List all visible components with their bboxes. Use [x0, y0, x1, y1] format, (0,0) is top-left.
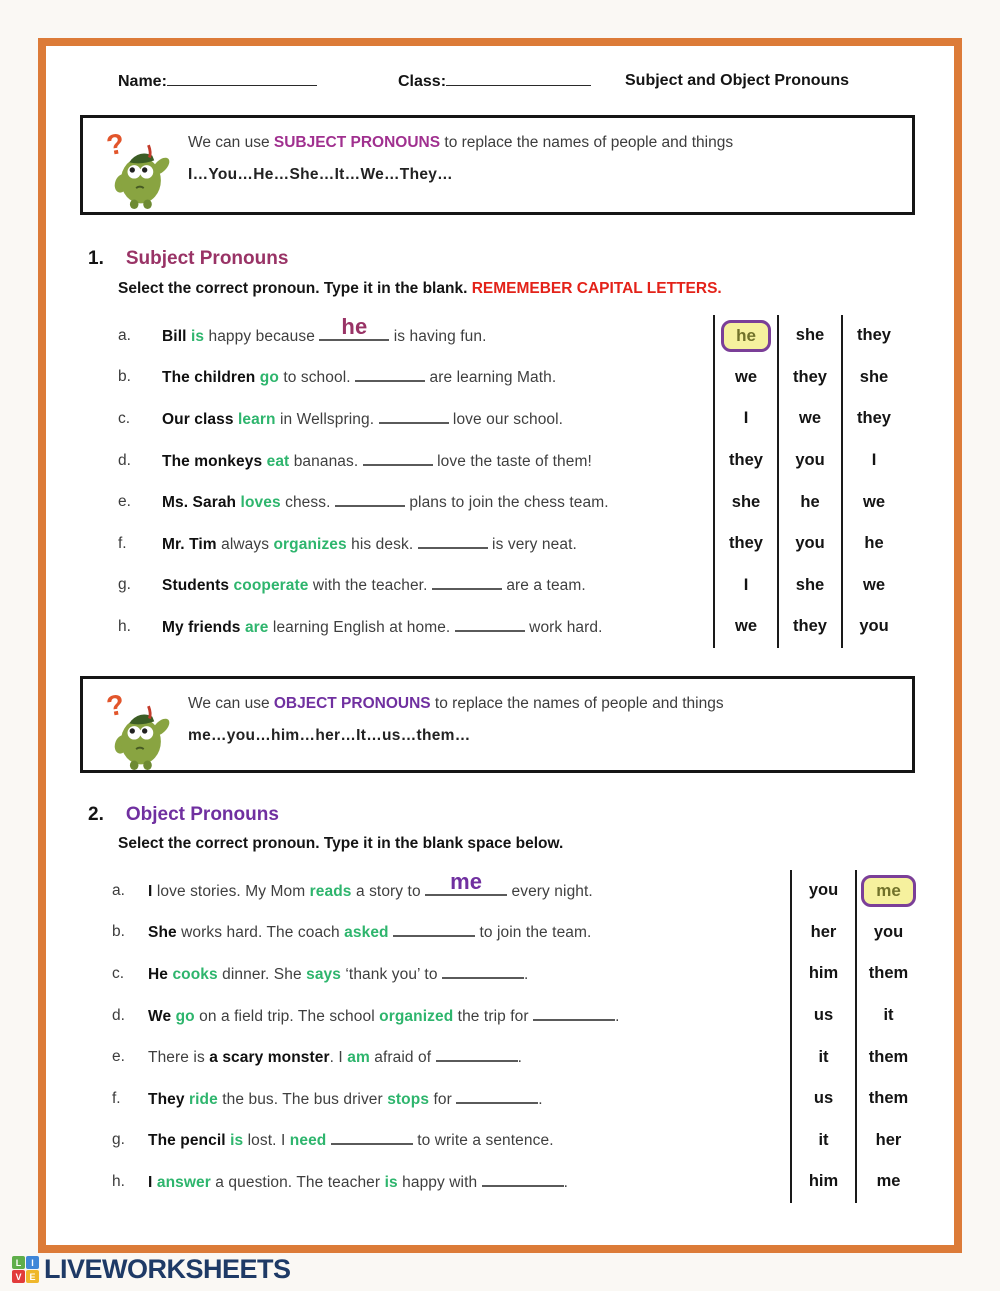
row-letter: c.	[112, 964, 125, 982]
pronoun-option-cell	[777, 315, 841, 357]
sentence-text	[162, 367, 556, 387]
pronoun-option-cell	[841, 315, 905, 357]
sentence-row	[112, 1161, 772, 1203]
sentence-segment: the trip for	[453, 1007, 534, 1025]
section-number: 1.	[88, 248, 104, 269]
typed-answer: he	[341, 313, 368, 339]
question-character-icon	[103, 128, 173, 210]
sentence-segment: go	[175, 1007, 195, 1025]
pronoun-option-cell	[790, 870, 855, 912]
subject-pronouns-info-box	[80, 115, 915, 215]
pronoun-option[interactable]: he	[800, 492, 820, 511]
sentence-segment: cooperate	[233, 577, 309, 595]
answer-blank[interactable]	[442, 964, 524, 979]
sentence-segment: . I	[329, 1049, 348, 1067]
sentence-segment: dinner. She	[217, 965, 307, 983]
sentence-segment: his desk.	[346, 535, 418, 553]
answer-blank[interactable]	[425, 868, 507, 896]
sentence-row	[112, 1120, 772, 1162]
pronoun-option[interactable]: they	[729, 534, 763, 553]
sentence-row	[118, 398, 698, 440]
sentence-row	[118, 440, 698, 482]
sentence-segment: Ms. Sarah	[162, 494, 237, 512]
pronoun-option-cell	[790, 995, 855, 1037]
sentence-text	[162, 617, 603, 637]
section-1-heading	[88, 248, 288, 270]
row-letter: b.	[118, 368, 131, 386]
sentence-row	[118, 606, 698, 648]
sentence-row	[112, 1078, 772, 1120]
answer-blank[interactable]	[355, 367, 425, 382]
sentence-segment: ride	[189, 1090, 218, 1108]
object-pronoun-list: me…you…him…her…It…us…them…	[188, 727, 471, 744]
section-2-heading	[88, 804, 279, 826]
section-title: Object Pronouns	[125, 804, 279, 825]
sentence-segment: answer	[156, 1173, 211, 1191]
question-character-icon	[103, 689, 173, 771]
pronoun-option-cell	[790, 912, 855, 954]
answer-blank[interactable]	[432, 575, 502, 590]
class-blank-line[interactable]	[446, 72, 591, 86]
sentence-segment: is having fun.	[389, 327, 487, 345]
section-2-instruction: Select the correct pronoun. Type it in the blank space below.	[118, 835, 564, 852]
sentence-segment: love the taste of them!	[432, 452, 592, 470]
row-letter: h.	[112, 1172, 125, 1190]
pronoun-option-cell	[790, 1036, 855, 1078]
pronoun-option-cell	[713, 315, 777, 357]
pronoun-option[interactable]: she	[731, 492, 761, 511]
sentence-segment: Students	[162, 577, 230, 595]
logo-square-i: I	[26, 1256, 39, 1269]
sentence-segment: afraid of	[369, 1049, 436, 1067]
pronoun-option[interactable]: we	[734, 617, 757, 636]
pronoun-option[interactable]: I	[871, 451, 877, 470]
pronoun-option[interactable]: he	[721, 320, 771, 352]
answer-blank[interactable]	[455, 617, 525, 632]
sentence-text	[148, 1130, 554, 1150]
info-sentence: We can use SUBJECT PRONOUNS to replace the names of people and things	[188, 134, 734, 151]
subject-pronoun-list: I…You…He…She…It…We…They…	[188, 166, 453, 183]
sentence-segment: The pencil	[148, 1132, 226, 1150]
sentence-segment: for	[429, 1090, 457, 1108]
sentence-segment: are a team.	[501, 577, 586, 595]
row-letter: f.	[118, 534, 127, 552]
sentence-segment: lost. I	[243, 1132, 290, 1150]
sentence-segment: every night.	[507, 882, 593, 900]
pronoun-option-cell	[790, 1161, 855, 1203]
name-label: Name:	[118, 73, 167, 90]
pronoun-option-cell	[777, 440, 841, 482]
pronoun-option[interactable]: her	[810, 922, 837, 941]
pronoun-option-cell	[713, 606, 777, 648]
logo-square-e: E	[26, 1270, 39, 1283]
pronoun-option-cell	[855, 1036, 920, 1078]
pronoun-option-cell	[777, 606, 841, 648]
sentence-segment: a question. The teacher	[210, 1173, 385, 1191]
pronoun-option-cell	[777, 357, 841, 399]
row-letter: g.	[118, 576, 131, 594]
class-field	[398, 72, 591, 91]
pronoun-option-cell	[713, 398, 777, 440]
info-sentence: We can use OBJECT PRONOUNS to replace the names of people and things	[188, 695, 724, 712]
answer-blank[interactable]	[363, 451, 433, 466]
sentence-segment: on a field trip. The school	[194, 1007, 380, 1025]
sentence-text	[148, 1006, 619, 1026]
subject-pronouns-highlight: SUBJECT PRONOUNS	[273, 134, 441, 151]
sentence-segment: to write a sentence.	[412, 1132, 554, 1150]
sentence-segment: love our school.	[448, 410, 564, 428]
pronoun-option[interactable]: us	[813, 1089, 834, 1108]
section-title: Subject Pronouns	[125, 248, 289, 269]
pronoun-option[interactable]: him	[808, 964, 839, 983]
pronoun-option-cell	[855, 995, 920, 1037]
pronoun-option-cell	[777, 481, 841, 523]
sentence-segment: ‘thank you’ to	[340, 965, 442, 983]
sentence-segment: .	[523, 965, 529, 983]
pronoun-option-cell	[777, 398, 841, 440]
pronoun-option[interactable]: me	[861, 875, 916, 907]
answer-blank[interactable]	[533, 1006, 615, 1021]
pronoun-option[interactable]: us	[813, 1006, 834, 1025]
pronoun-option[interactable]: me	[876, 1172, 901, 1191]
pronoun-option[interactable]: her	[875, 1130, 902, 1149]
sentence-segment: to join the team.	[475, 924, 592, 942]
sentence-segment: happy with	[397, 1173, 482, 1191]
pronoun-option[interactable]: him	[808, 1172, 839, 1191]
name-blank-line[interactable]	[167, 72, 317, 86]
sentence-segment: asked	[344, 924, 389, 942]
sentence-segment: We	[148, 1007, 172, 1025]
pronoun-option-cell	[841, 357, 905, 399]
pronoun-option-cell	[855, 1120, 920, 1162]
pronoun-option[interactable]: we	[798, 409, 821, 428]
answer-blank[interactable]	[335, 492, 405, 507]
sentence-segment: chess.	[280, 494, 335, 512]
sentence-segment: cooks	[172, 965, 218, 983]
pronoun-option[interactable]: them	[868, 1089, 909, 1108]
answer-blank[interactable]	[331, 1130, 413, 1145]
sentence-segment: There is	[148, 1049, 210, 1067]
sentence-segment: happy because	[204, 327, 320, 345]
sentence-segment: The children	[162, 369, 256, 387]
sentence-segment: with the teacher.	[308, 577, 432, 595]
sentence-segment: is very neat.	[487, 535, 577, 553]
sentence-text	[148, 1089, 543, 1109]
pronoun-option-cell	[777, 565, 841, 607]
sentence-text	[162, 313, 487, 346]
sentence-segment: I	[148, 882, 153, 900]
sentence-row	[118, 315, 698, 357]
pronoun-option[interactable]: it	[818, 1047, 829, 1066]
pronoun-option[interactable]: you	[795, 451, 825, 470]
sentence-text	[162, 409, 563, 429]
sentence-text	[162, 492, 609, 512]
sentence-segment: a scary monster	[209, 1049, 330, 1067]
pronoun-option-cell	[841, 565, 905, 607]
pronoun-option-cell	[841, 523, 905, 565]
sentence-row	[112, 953, 772, 995]
sentence-segment: They	[148, 1090, 185, 1108]
object-pronouns-info-box	[80, 676, 915, 773]
pronoun-option-cell	[777, 523, 841, 565]
pronoun-option-cell	[713, 357, 777, 399]
sentence-segment: need	[289, 1132, 327, 1150]
answer-blank[interactable]	[393, 922, 475, 937]
sentence-row	[112, 912, 772, 954]
sentence-segment: .	[563, 1173, 569, 1191]
section-number: 2.	[88, 804, 104, 825]
row-letter: a.	[112, 881, 125, 899]
sentence-segment: says	[306, 965, 341, 983]
sentence-segment: love stories. My Mom	[152, 882, 310, 900]
sentence-segment: stops	[387, 1090, 430, 1108]
pronoun-option[interactable]: they	[793, 367, 827, 386]
pronoun-option[interactable]: you	[808, 881, 839, 900]
pronoun-option[interactable]: we	[734, 367, 757, 386]
name-field	[118, 72, 317, 91]
sentence-row	[112, 870, 772, 912]
row-letter: a.	[118, 326, 131, 344]
sentence-segment: The monkeys	[162, 452, 263, 470]
capital-letters-warning: REMEMEBER CAPITAL LETTERS.	[471, 280, 722, 297]
row-letter: e.	[118, 493, 131, 511]
logo-square-v: V	[12, 1270, 25, 1283]
sentence-segment: are	[244, 618, 269, 636]
sentence-text	[162, 575, 586, 595]
row-letter: f.	[112, 1089, 121, 1107]
pronoun-option-cell	[855, 1078, 920, 1120]
pronoun-option[interactable]: I	[743, 409, 749, 428]
sentence-text	[148, 922, 591, 942]
row-letter: c.	[118, 409, 131, 427]
pronoun-option-cell	[855, 953, 920, 995]
answer-blank[interactable]	[456, 1089, 538, 1104]
sentence-segment: loves	[240, 494, 281, 512]
liveworksheets-footer	[12, 1254, 291, 1285]
sentence-segment: I	[148, 1173, 153, 1191]
pronoun-option-cell	[790, 953, 855, 995]
sentence-row	[118, 357, 698, 399]
answer-blank[interactable]	[319, 313, 389, 341]
svg-text:?: ?	[104, 689, 127, 724]
pronoun-option[interactable]: you	[859, 617, 889, 636]
object-pronouns-exercise	[112, 870, 772, 1203]
sentence-segment: in Wellspring.	[275, 410, 379, 428]
pronoun-option-cell	[790, 1078, 855, 1120]
pronoun-option[interactable]: I	[743, 575, 749, 594]
sentence-segment: learn	[237, 410, 276, 428]
sentence-row	[118, 565, 698, 607]
pronoun-option-cell	[713, 565, 777, 607]
sentence-segment: She	[148, 924, 177, 942]
row-letter: g.	[112, 1131, 125, 1149]
sentence-segment: .	[615, 1007, 620, 1025]
pronoun-option[interactable]: they	[729, 451, 763, 470]
object-pronouns-options	[790, 870, 920, 1203]
sentence-segment: Mr. Tim	[162, 535, 217, 553]
page-title: Subject and Object Pronouns	[625, 72, 850, 89]
sentence-segment: the bus. The bus driver	[217, 1090, 388, 1108]
sentence-text	[148, 1172, 568, 1192]
pronoun-option-cell	[855, 1161, 920, 1203]
sentence-segment: are learning Math.	[425, 369, 557, 387]
pronoun-option-cell	[841, 606, 905, 648]
pronoun-option[interactable]: they	[857, 326, 891, 345]
pronoun-option[interactable]: we	[862, 575, 885, 594]
object-pronouns-highlight: OBJECT PRONOUNS	[273, 695, 431, 712]
row-letter: b.	[112, 923, 125, 941]
sentence-segment: works hard. The coach	[176, 924, 345, 942]
class-label: Class:	[398, 73, 447, 90]
typed-answer: me	[450, 868, 483, 894]
sentence-segment: organized	[379, 1007, 454, 1025]
sentence-segment: is	[230, 1132, 244, 1150]
pronoun-option-cell	[841, 481, 905, 523]
pronoun-option[interactable]: you	[873, 922, 904, 941]
sentence-segment: .	[517, 1049, 522, 1067]
sentence-text	[148, 964, 528, 984]
sentence-row	[112, 1036, 772, 1078]
pronoun-option-cell	[713, 523, 777, 565]
sentence-segment: learning English at home.	[268, 618, 455, 636]
section-1-instruction: Select the correct pronoun. Type it in the blank. REMEMEBER CAPITAL LETTERS.	[118, 280, 722, 297]
brand-name: LIVEWORKSHEETS	[44, 1254, 291, 1284]
pronoun-option[interactable]: them	[868, 1047, 909, 1066]
sentence-segment: go	[259, 369, 279, 387]
sentence-segment: work hard.	[524, 618, 603, 636]
pronoun-option[interactable]: she	[795, 326, 825, 345]
pronoun-option-cell	[713, 481, 777, 523]
sentence-row	[118, 523, 698, 565]
sentence-segment: Our class	[162, 410, 234, 428]
answer-blank[interactable]	[436, 1047, 518, 1062]
pronoun-option[interactable]: she	[859, 367, 889, 386]
row-letter: d.	[118, 451, 131, 469]
pronoun-option[interactable]: she	[795, 575, 825, 594]
pronoun-option[interactable]: it	[883, 1006, 894, 1025]
pronoun-option[interactable]: we	[862, 492, 885, 511]
sentence-segment: organizes	[273, 535, 347, 553]
pronoun-option[interactable]: them	[868, 964, 909, 983]
sentence-segment: always	[216, 535, 274, 553]
logo-square-l: L	[12, 1256, 25, 1269]
sentence-segment: reads	[309, 882, 352, 900]
row-letter: e.	[112, 1048, 125, 1066]
answer-blank[interactable]	[418, 534, 488, 549]
pronoun-option-cell	[841, 398, 905, 440]
sentence-segment: eat	[266, 452, 290, 470]
sentence-segment: am	[347, 1049, 370, 1067]
sentence-segment: My friends	[162, 618, 241, 636]
pronoun-option[interactable]: you	[795, 534, 825, 553]
sentence-segment: is	[190, 327, 205, 345]
svg-text:?: ?	[104, 128, 127, 163]
sentence-segment: plans to join the chess team.	[404, 494, 609, 512]
sentence-segment: to school.	[278, 369, 356, 387]
pronoun-option-cell	[855, 870, 920, 912]
sentence-text	[162, 534, 577, 554]
pronoun-option-cell	[713, 440, 777, 482]
sentence-text	[148, 868, 593, 901]
pronoun-option-cell	[841, 440, 905, 482]
pronoun-option-cell	[790, 1120, 855, 1162]
pronoun-option[interactable]: they	[857, 409, 891, 428]
sentence-segment: Bill	[162, 327, 187, 345]
answer-blank[interactable]	[482, 1172, 564, 1187]
sentence-segment: is	[384, 1173, 398, 1191]
sentence-row	[112, 995, 772, 1037]
sentence-segment: bananas.	[289, 452, 363, 470]
sentence-segment: He	[148, 965, 169, 983]
sentence-row	[118, 481, 698, 523]
subject-pronouns-options	[713, 315, 905, 648]
sentence-text	[148, 1047, 522, 1067]
row-letter: d.	[112, 1006, 125, 1024]
pronoun-option[interactable]: he	[864, 534, 884, 553]
row-letter: h.	[118, 617, 131, 635]
pronoun-option-cell	[855, 912, 920, 954]
sentence-text	[162, 451, 592, 471]
pronoun-option[interactable]: it	[818, 1130, 829, 1149]
answer-blank[interactable]	[379, 409, 449, 424]
worksheet-header	[0, 72, 1000, 98]
liveworksheets-logo-icon	[12, 1256, 39, 1283]
sentence-segment: a story to	[351, 882, 426, 900]
sentence-segment: .	[538, 1090, 543, 1108]
subject-pronouns-exercise	[118, 315, 698, 648]
pronoun-option[interactable]: they	[793, 617, 827, 636]
